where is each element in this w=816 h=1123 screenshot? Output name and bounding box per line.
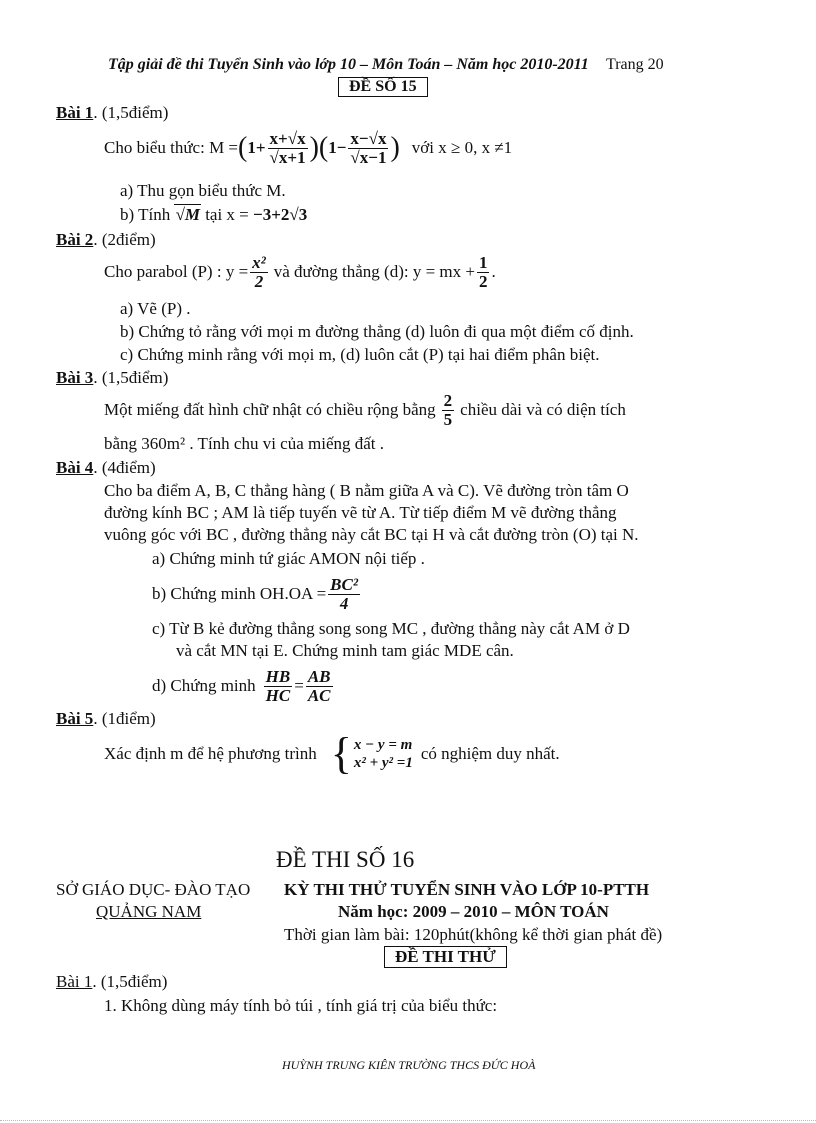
problem-4b: b) Chứng minh OH.OA = $\frac{\text{BC²}}{4}$ <box>152 574 358 613</box>
problem-2-heading: Bài 2. (2điểm) <box>56 230 156 249</box>
exam-16-problem-1-q1: 1. Không dùng máy tính bỏ túi , tính giá trị của biểu thức: <box>104 996 498 1015</box>
problem-4c-line1: c) Từ B kẻ đường thẳng song song MC , đường thẳng này cắt AM ở D <box>152 619 630 638</box>
problem-5-line: Xác định m để hệ phương trình { x − y = m x² + y² =1 có nghiệm duy nhất. <box>104 729 560 778</box>
school-year: Năm học: 2009 – 2010 – MÔN TOÁN <box>338 902 609 921</box>
page-bottom-divider <box>0 1120 816 1121</box>
problem-4-line2: đường kính BC ; AM là tiếp tuyến vẽ từ A. Từ tiếp điểm M vẽ đường thẳng <box>104 503 617 522</box>
exam-16-title: ĐỀ THI SỐ 16 <box>276 847 415 872</box>
problem-1b: b) Tính √ M tại x = −3+2√3 <box>120 205 307 225</box>
problem-3-heading: Bài 3. (1,5điểm) <box>56 368 169 387</box>
problem-2a: a) Vẽ (P) . <box>120 299 191 318</box>
time-limit: Thời gian làm bài: 120phút(không kể thời gian phát đề) <box>284 925 663 944</box>
exam-16-problem-1-heading: Bài 1. (1,5điểm) <box>56 972 168 991</box>
problem-2b: b) Chứng tỏ rằng với mọi m đường thẳng (d) luôn đi qua một điểm cố định. <box>120 322 634 341</box>
expression-m: Cho biểu thức: M = ( 1+ $\frac{x+√x}{√x+1}$ )( 1− $\frac{x-√x}{√x-1}$ ) với x ≥ 0, x ≠1 <box>104 128 513 167</box>
problem-2c: c) Chứng minh rằng với mọi m, (d) luôn cắt (P) tại hai điểm phân biệt. <box>120 345 600 364</box>
exam-name: KỲ THI THỬ TUYỂN SINH VÀO LỚP 10-PTTH <box>284 880 650 899</box>
problem-3-line2: bằng 360m² . Tính chu vi của miếng đất . <box>104 434 385 453</box>
parabol-line: Cho parabol (P) : y = $\frac{\text{x²}}{2}$ và đường thẳng (d): y = mx + $\frac{1}{2}$ . <box>104 252 496 291</box>
problem-4a: a) Chứng minh tứ giác AMON nội tiếp . <box>152 549 425 568</box>
province: QUẢNG NAM <box>96 902 202 921</box>
problem-3-line1: Một miếng đất hình chữ nhật có chiều rộng bằng $\frac{2}{5}$ chiều dài và có diện tích <box>104 390 626 429</box>
problem-4-line1: Cho ba điểm A, B, C thẳng hàng ( B nằm giữa A và C). Vẽ đường tròn tâm O <box>104 481 629 500</box>
problem-4-heading: Bài 4. (4điểm) <box>56 458 156 477</box>
exam-16-label: ĐỀ THI THỬ <box>384 946 507 968</box>
page-number: Trang 20 <box>606 56 664 73</box>
problem-1-heading: Bài 1. (1,5điểm) <box>56 103 169 122</box>
problem-1a: a) Thu gọn biểu thức M. <box>120 181 286 200</box>
footer-author: HUỲNH TRUNG KIÊN TRƯỜNG THCS ĐỨC HOÀ <box>282 1058 536 1072</box>
department: SỞ GIÁO DỤC- ĐÀO TẠO <box>56 880 251 899</box>
problem-4d: d) Chứng minh $\frac{HB}{HC}$ = $\frac{AB}{AC}$ <box>152 666 331 705</box>
equation-system: { x − y = m x² + y² =1 <box>330 729 413 778</box>
header-title: Tập giải đề thi Tuyển Sinh vào lớp 10 – Môn Toán – Năm học 2010-2011 <box>108 56 589 73</box>
exam-15-label: ĐỀ SỐ 15 <box>338 77 428 97</box>
problem-4c-line2: và cắt MN tại E. Chứng minh tam giác MDE cân. <box>176 641 514 660</box>
problem-5-heading: Bài 5. (1điểm) <box>56 709 156 728</box>
problem-4-line3: vuông góc với BC , đường thẳng này cắt BC tại H và cắt đường tròn (O) tại N. <box>104 525 639 544</box>
